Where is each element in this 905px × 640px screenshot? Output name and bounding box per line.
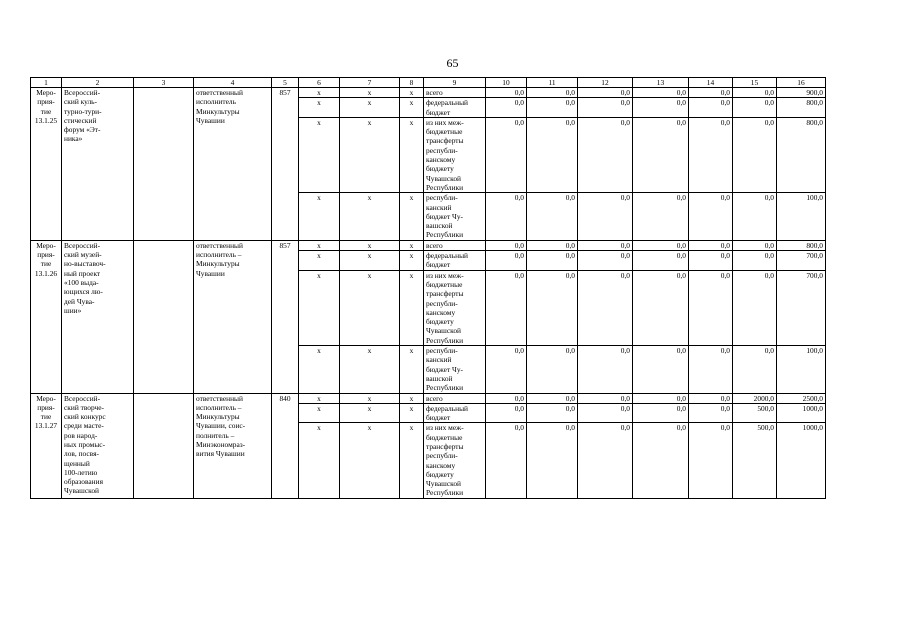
code-cell: х [299,423,340,498]
amount-cell: 0,0 [527,98,578,118]
amount-cell: 900,0 [777,88,826,98]
code-cell: х [340,193,400,240]
amount-cell: 0,0 [633,423,689,498]
amount-cell: 0,0 [689,403,733,423]
amount-cell: 0,0 [527,346,578,393]
table-row [31,88,826,98]
code-cell: х [340,270,400,345]
amount-cell: 0,0 [578,98,633,118]
code-cell: х [400,117,424,192]
amount-cell: 0,0 [578,193,633,240]
amount-cell: 0,0 [527,240,578,250]
amount-cell: 0,0 [633,251,689,271]
table-row [31,393,826,403]
code-cell: х [400,98,424,118]
amount-cell: 0,0 [527,270,578,345]
amount-cell: 0,0 [486,88,527,98]
page-number: 65 [446,56,459,70]
amount-cell: 0,0 [578,251,633,271]
funding-source-cell: федеральный бюджет [424,251,486,271]
funding-source-cell: республи- канский бюджет Чу- вашской Республики [424,193,486,240]
amount-cell: 0,0 [633,117,689,192]
amount-cell: 100,0 [777,346,826,393]
code-cell: х [340,423,400,498]
amount-cell: 0,0 [527,423,578,498]
code-cell: х [299,88,340,98]
amount-cell: 0,0 [689,251,733,271]
amount-cell: 0,0 [689,270,733,345]
amount-cell: 0,0 [486,393,527,403]
event-id-cell: Меро- прия- тие 13.1.27 [31,393,62,498]
col-header: 1 [31,78,62,88]
col-header: 5 [272,78,299,88]
amount-cell: 0,0 [578,88,633,98]
code-cell: х [299,346,340,393]
executor-cell: ответственный исполнитель Минкультуры Чувашии [194,88,272,241]
amount-cell: 0,0 [733,88,777,98]
code-cell: х [340,251,400,271]
code-cell: х [340,117,400,192]
amount-cell: 0,0 [633,403,689,423]
code-cell: х [299,98,340,118]
col3-cell [134,393,194,498]
funding-source-cell: всего [424,393,486,403]
code-cell: х [340,393,400,403]
amount-cell: 0,0 [633,270,689,345]
amount-cell: 0,0 [486,403,527,423]
funding-source-cell: всего [424,88,486,98]
executor-cell: ответственный исполнитель – Минкультуры Чувашии [194,240,272,393]
code-cell: х [340,98,400,118]
amount-cell: 0,0 [578,403,633,423]
amount-cell: 0,0 [578,270,633,345]
amount-cell: 0,0 [578,240,633,250]
col-header: 15 [733,78,777,88]
amount-cell: 0,0 [578,346,633,393]
code-cell: х [400,240,424,250]
funding-source-cell: республи- канский бюджет Чу- вашской Республики [424,346,486,393]
amount-cell: 0,0 [578,393,633,403]
amount-cell: 1000,0 [777,403,826,423]
col-header: 4 [194,78,272,88]
amount-cell: 0,0 [689,193,733,240]
amount-cell: 800,0 [777,240,826,250]
code-cell: х [340,88,400,98]
amount-cell: 0,0 [633,346,689,393]
amount-cell: 0,0 [527,193,578,240]
amount-cell: 0,0 [633,193,689,240]
amount-cell: 0,0 [733,251,777,271]
code-cell: х [400,193,424,240]
code-cell: х [400,346,424,393]
code-cell: х [299,270,340,345]
code-cell: х [299,251,340,271]
event-id-cell: Меро- прия- тие 13.1.25 [31,88,62,241]
code-cell: х [299,403,340,423]
amount-cell: 2000,0 [733,393,777,403]
code-cell: х [400,88,424,98]
amount-cell: 0,0 [689,98,733,118]
col-header: 14 [689,78,733,88]
funding-source-cell: из них меж- бюджетные трансферты республи- канскому бюджету Чувашской Республики [424,117,486,192]
event-name-cell: Всероссий- ский музей- но-выставоч- ный проект «100 выда- ющихся лю- дей Чува- шии» [62,240,134,393]
amount-cell: 0,0 [633,88,689,98]
column-number-row [31,78,826,88]
amount-cell: 0,0 [633,240,689,250]
code-cell: х [340,346,400,393]
amount-cell: 0,0 [486,423,527,498]
code-cell: х [299,117,340,192]
budget-code-cell: 840 [272,393,299,498]
code-cell: х [400,403,424,423]
budget-code-cell: 857 [272,88,299,241]
amount-cell: 0,0 [689,423,733,498]
code-cell: х [299,393,340,403]
amount-cell: 2500,0 [777,393,826,403]
amount-cell: 800,0 [777,117,826,192]
code-cell: х [340,403,400,423]
amount-cell: 0,0 [486,98,527,118]
event-id-cell: Меро- прия- тие 13.1.26 [31,240,62,393]
amount-cell: 500,0 [733,403,777,423]
code-cell: х [400,251,424,271]
amount-cell: 0,0 [689,240,733,250]
funding-source-cell: из них меж- бюджетные трансферты республи- канскому бюджету Чувашской Республики [424,270,486,345]
amount-cell: 0,0 [578,117,633,192]
col-header: 2 [62,78,134,88]
amount-cell: 0,0 [733,193,777,240]
col-header: 12 [578,78,633,88]
amount-cell: 0,0 [578,423,633,498]
amount-cell: 0,0 [527,251,578,271]
amount-cell: 0,0 [486,193,527,240]
code-cell: х [400,393,424,403]
amount-cell: 0,0 [527,403,578,423]
event-name-cell: Всероссий- ский творче- ский конкурс среди масте- ров народ- ных промыс- лов, посвя- щенный 100-летию образования Чувашской [62,393,134,498]
funding-source-cell: всего [424,240,486,250]
budget-table [30,77,826,499]
amount-cell: 0,0 [689,88,733,98]
col-header: 9 [424,78,486,88]
table-row [31,240,826,250]
amount-cell: 500,0 [733,423,777,498]
amount-cell: 0,0 [733,270,777,345]
funding-source-cell: федеральный бюджет [424,98,486,118]
code-cell: х [340,240,400,250]
amount-cell: 0,0 [486,270,527,345]
funding-source-cell: из них меж- бюджетные трансферты республи- канскому бюджету Чувашской Республики [424,423,486,498]
amount-cell: 0,0 [527,117,578,192]
amount-cell: 0,0 [689,393,733,403]
col3-cell [134,88,194,241]
amount-cell: 0,0 [733,240,777,250]
amount-cell: 0,0 [633,98,689,118]
amount-cell: 0,0 [733,117,777,192]
col-header: 6 [299,78,340,88]
table-body [31,88,826,499]
amount-cell: 0,0 [527,88,578,98]
amount-cell: 700,0 [777,251,826,271]
amount-cell: 0,0 [689,117,733,192]
code-cell: х [400,270,424,345]
amount-cell: 0,0 [633,393,689,403]
col-header: 13 [633,78,689,88]
col-header: 3 [134,78,194,88]
col-header: 16 [777,78,826,88]
col3-cell [134,240,194,393]
amount-cell: 0,0 [486,240,527,250]
executor-cell: ответственный исполнитель – Минкультуры Чувашии, соис- полнитель – Минэкономраз- вития Чувашии [194,393,272,498]
code-cell: х [400,423,424,498]
col-header: 7 [340,78,400,88]
amount-cell: 1000,0 [777,423,826,498]
budget-code-cell: 857 [272,240,299,393]
col-header: 8 [400,78,424,88]
amount-cell: 0,0 [733,346,777,393]
amount-cell: 0,0 [527,393,578,403]
amount-cell: 0,0 [486,346,527,393]
col-header: 10 [486,78,527,88]
amount-cell: 0,0 [733,98,777,118]
code-cell: х [299,193,340,240]
amount-cell: 0,0 [486,117,527,192]
amount-cell: 100,0 [777,193,826,240]
code-cell: х [299,240,340,250]
amount-cell: 700,0 [777,270,826,345]
col-header: 11 [527,78,578,88]
amount-cell: 0,0 [689,346,733,393]
amount-cell: 800,0 [777,98,826,118]
event-name-cell: Всероссий- ский куль- турно-тури- стический форум «Эт- ника» [62,88,134,241]
funding-source-cell: федеральный бюджет [424,403,486,423]
amount-cell: 0,0 [486,251,527,271]
